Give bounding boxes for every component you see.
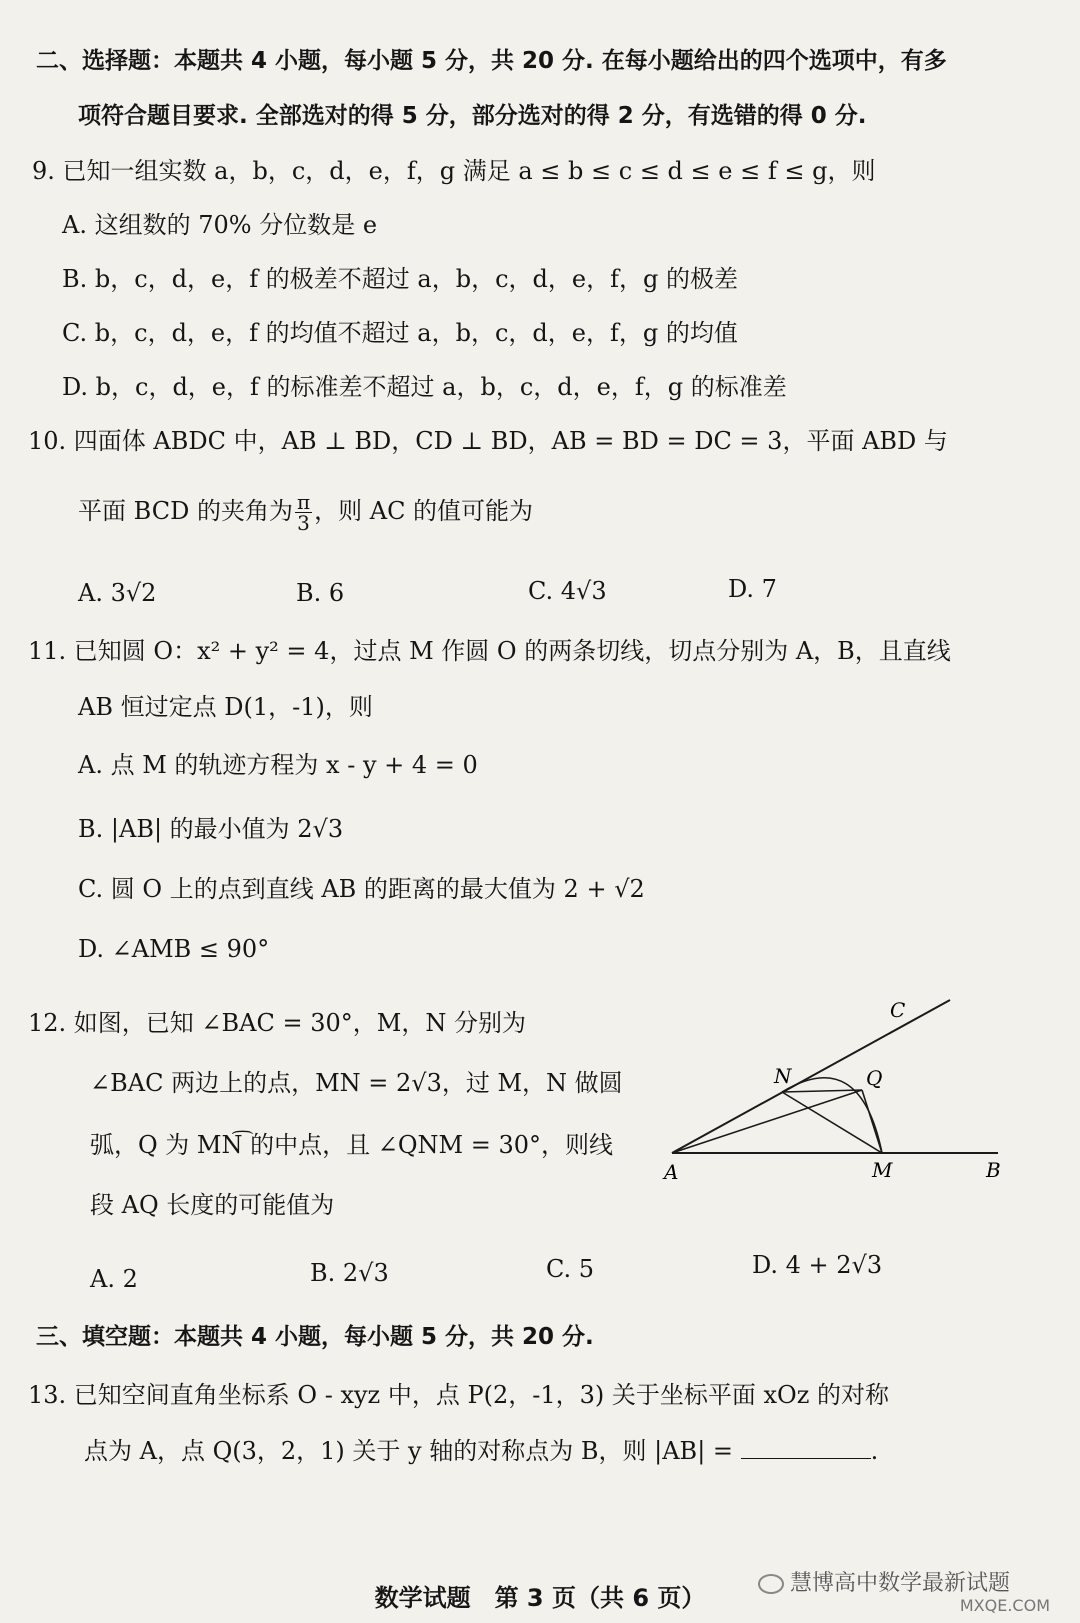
point-label-m: M (872, 1158, 893, 1182)
q11-option-a: A. 点 M 的轨迹方程为 x - y + 4 = 0 (78, 751, 478, 779)
q10-stem-text-post: ，则 AC 的值可能为 (314, 497, 534, 525)
watermark (758, 1566, 1010, 1597)
fraction-numerator: π (296, 490, 311, 514)
q9-stem: 9. 已知一组实数 a，b，c，d，e，f，g 满足 a ≤ b ≤ c ≤ d ≤ e ≤ f ≤ g，则 (32, 157, 876, 185)
q12-stem-line1: 12. 如图，已知 ∠BAC = 30°，M，N 分别为 (28, 1009, 526, 1037)
ray-ac (672, 1000, 950, 1153)
q9-option-c: C. b，c，d，e，f 的均值不超过 a，b，c，d，e，f，g 的均值 (62, 319, 738, 347)
segment-nq (782, 1090, 862, 1092)
watermark-text: 慧博高中数学最新试题 (789, 1571, 1010, 1596)
q11-option-c: C. 圆 O 上的点到直线 AB 的距离的最大值为 2 + √2 (78, 875, 645, 903)
q13-line1: 13. 已知空间直角坐标系 O - xyz 中，点 P(2，-1，3) 关于坐标平面 xOz 的对称 (28, 1381, 889, 1409)
point-label-q: Q (866, 1066, 883, 1090)
q10-option-b: B. 6 (296, 579, 345, 607)
q13-line2 (84, 1436, 878, 1466)
q12-option-a: A. 2 (90, 1265, 138, 1293)
q10-stem-line2 (78, 492, 533, 533)
page-footer: 数学试题 第 3 页（共 6 页） (374, 1584, 706, 1612)
q11-option-b: B. |AB| 的最小值为 2√3 (78, 815, 344, 843)
fraction-denominator: 3 (297, 511, 310, 535)
q13-line2-text: 点为 A，点 Q(3，2，1) 关于 y 轴的对称点为 B，则 |AB| = (84, 1437, 734, 1465)
point-label-a: A (664, 1160, 679, 1184)
section2-heading-line2: 项符合题目要求. 全部选对的得 5 分，部分选对的得 2 分，有选错的得 0 分. (78, 103, 867, 129)
point-label-c: C (890, 998, 906, 1022)
q12-stem-line3: 弧，Q 为 MN͡ 的中点，且 ∠QNM = 30°，则线 (90, 1131, 614, 1159)
wechat-icon (758, 1574, 784, 1594)
q11-stem-line2: AB 恒过定点 D(1，-1)，则 (78, 693, 373, 721)
q12-option-b: B. 2√3 (310, 1259, 389, 1287)
watermark-url: MXQE.COM (959, 1596, 1050, 1615)
q9-option-a: A. 这组数的 70% 分位数是 e (62, 211, 378, 239)
q11-stem-line1: 11. 已知圆 O：x² + y² = 4，过点 M 作圆 O 的两条切线，切点分别为 A，B，且直线 (28, 637, 951, 665)
answer-blank (741, 1438, 871, 1459)
point-label-b: B (986, 1158, 1001, 1182)
q12-option-d: D. 4 + 2√3 (752, 1251, 883, 1279)
q10-option-c: C. 4√3 (528, 577, 607, 605)
point-label-n: N (774, 1064, 792, 1088)
q10-option-d: D. 7 (728, 575, 777, 603)
q9-option-b: B. b，c，d，e，f 的极差不超过 a，b，c，d，e，f，g 的极差 (62, 265, 738, 293)
q10-stem-text-pre: 平面 BCD 的夹角为 (78, 497, 293, 525)
q12-stem-line2: ∠BAC 两边上的点，MN = 2√3，过 M，N 做圆 (90, 1069, 623, 1097)
q12-geometry-figure (660, 995, 1020, 1220)
q10-angle-fraction (295, 492, 312, 533)
segment-aq (672, 1090, 862, 1153)
q10-stem-line1: 10. 四面体 ABDC 中，AB ⊥ BD，CD ⊥ BD，AB = BD = DC = 3，平面 ABD 与 (28, 427, 948, 455)
section2-heading-line1: 二、选择题：本题共 4 小题，每小题 5 分，共 20 分. 在每小题给出的四个选项中，有多 (36, 48, 947, 74)
q9-option-d: D. b，c，d，e，f 的标准差不超过 a，b，c，d，e，f，g 的标准差 (62, 373, 787, 401)
q12-stem-line4: 段 AQ 长度的可能值为 (90, 1191, 335, 1219)
q11-option-d: D. ∠AMB ≤ 90° (78, 935, 270, 963)
q12-option-c: C. 5 (546, 1255, 595, 1283)
q13-line2-period: . (870, 1437, 879, 1465)
q10-option-a: A. 3√2 (78, 579, 157, 607)
segment-nm (782, 1092, 882, 1153)
section3-heading: 三、填空题：本题共 4 小题，每小题 5 分，共 20 分. (36, 1324, 594, 1350)
